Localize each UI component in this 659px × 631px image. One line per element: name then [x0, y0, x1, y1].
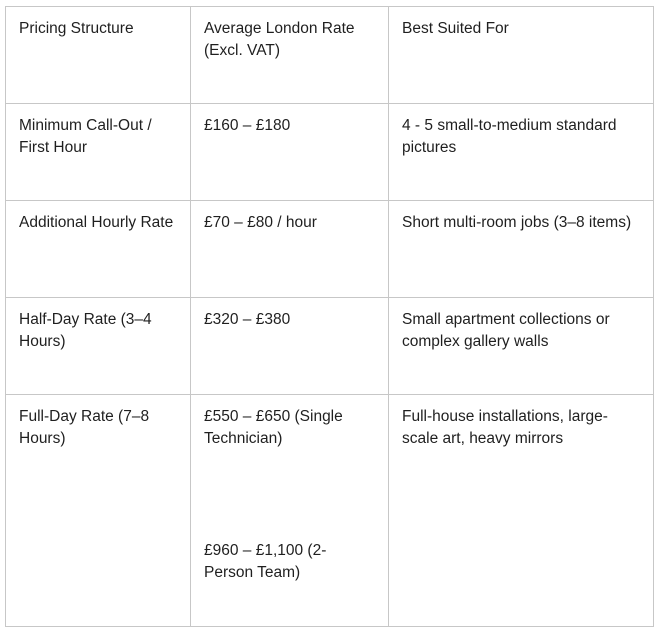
- cell-structure: Full-Day Rate (7–8 Hours): [6, 395, 191, 627]
- cell-rate-multi: [191, 395, 389, 627]
- cell-suited: Full-house installations, large-scale art, heavy mirrors: [389, 395, 654, 627]
- cell-rate: £320 – £380: [191, 298, 389, 395]
- cell-suited: Short multi-room jobs (3–8 items): [389, 201, 654, 298]
- cell-rate: £70 – £80 / hour: [191, 201, 389, 298]
- cell-structure: Additional Hourly Rate: [6, 201, 191, 298]
- cell-suited: Small apartment collections or complex gallery walls: [389, 298, 654, 395]
- table-row: [6, 201, 654, 298]
- table-row: [6, 104, 654, 201]
- cell-suited: 4 - 5 small-to-medium standard pictures: [389, 104, 654, 201]
- pricing-table-container: [5, 6, 654, 627]
- rate-single-technician: £550 – £650 (Single Technician): [204, 408, 343, 447]
- rate-two-person-team: £960 – £1,100 (2-Person Team): [204, 542, 327, 581]
- cell-structure: Minimum Call-Out / First Hour: [6, 104, 191, 201]
- table-row: [6, 298, 654, 395]
- cell-spacer: [204, 449, 375, 540]
- table-row: [6, 395, 654, 627]
- cell-structure: Half-Day Rate (3–4 Hours): [6, 298, 191, 395]
- header-average-rate: Average London Rate (Excl. VAT): [191, 7, 389, 104]
- pricing-table: [5, 6, 654, 627]
- header-best-suited: Best Suited For: [389, 7, 654, 104]
- header-pricing-structure: Pricing Structure: [6, 7, 191, 104]
- table-header-row: [6, 7, 654, 104]
- cell-rate: £160 – £180: [191, 104, 389, 201]
